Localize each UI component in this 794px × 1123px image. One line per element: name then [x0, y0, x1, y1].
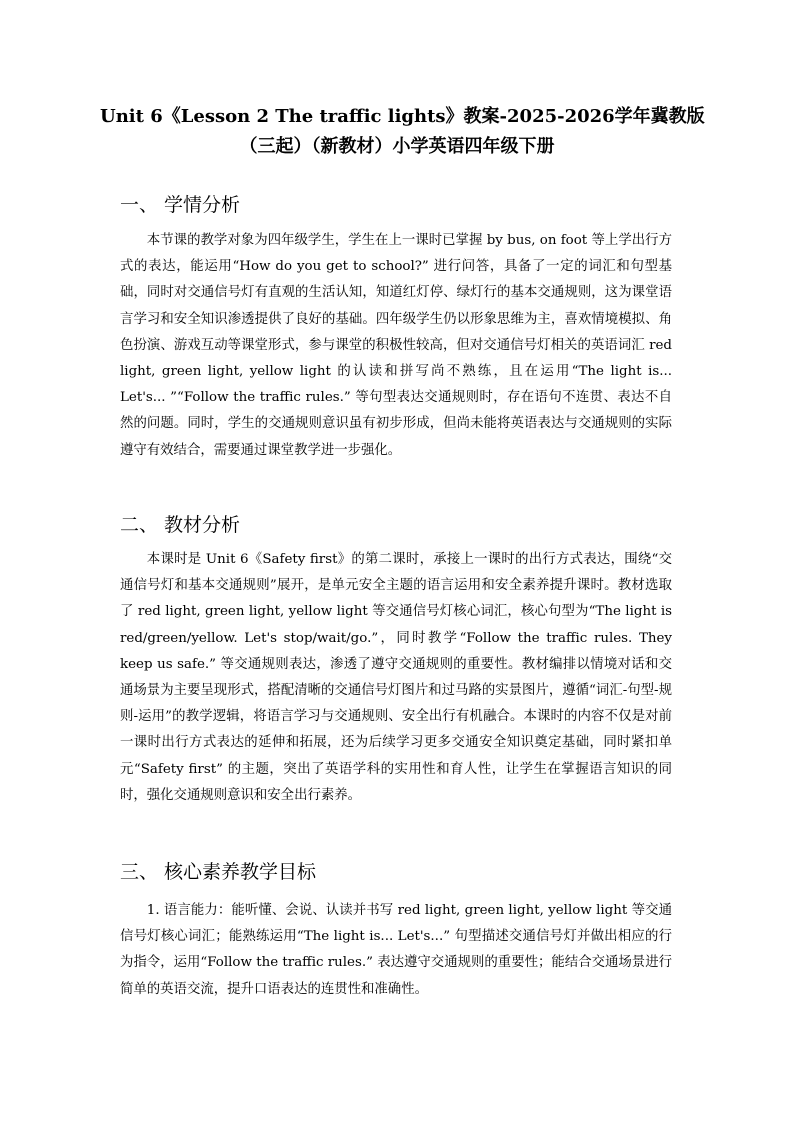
section-heading-teaching-objectives: 三、 核心素养教学目标 [120, 861, 317, 883]
section-heading-textbook-analysis: 二、 教材分析 [120, 514, 241, 536]
section-paragraph-teaching-objectives: 1. 语言能力：能听懂、会说、认读并书写 red light, green light, yellow light 等交通信号灯核心词汇；能熟练运用“The light is... Let's...” 句型描述交通信号灯并做出相应的行为指令，运用“Follow the traffic rules.” 表达遵守交通规则的重要性；能结合交通场景进行简单的英语交流，提升口语表达的连贯性和准确性。 [120, 903, 672, 997]
section-heading-learner-analysis: 一、 学情分析 [120, 194, 241, 216]
document-title-line-1: Unit 6《Lesson 2 The traffic lights》教案-2025-2026学年冀教版 [100, 106, 705, 127]
section-paragraph-learner-analysis: 本节课的教学对象为四年级学生，学生在上一课时已掌握 by bus, on foot 等上学出行方式的表达，能运用“How do you get to school?” 进行问答，具备了一定的词汇和句型基础，同时对交通信号灯有直观的生活认知，知道红灯停、绿灯行的基本交通规则，这为课堂语言学习和安全知识渗透提供了良好的基础。四年级学生仍以形象思维为主，喜欢情境模拟、角色扮演、游戏互动等课堂形式，参与课堂的积极性较高，但对交通信号灯相关的英语词汇 red light, green light, yellow light 的认读和拼写尚不熟练，且在运用“The light is... Let's... ”“Follow the traffic rules.” 等句型表达交通规则时，存在语句不连贯、表达不自然的问题。同时，学生的交通规则意识虽有初步形成，但尚未能将英语表达与交通规则的实际遵守有效结合，需要通过课堂教学进一步强化。 [120, 233, 672, 458]
section-paragraph-textbook-analysis: 本课时是 Unit 6《Safety first》的第二课时，承接上一课时的出行方式表达，围绕“交通信号灯和基本交通规则”展开，是单元安全主题的语言运用和安全素养提升课时。教材选取了 red light, green light, yellow light 等交通信号灯核心词汇，核心句型为“The light is red/green/yellow. Let's stop/wait/go.”，同时教学“Follow the traffic rules. They keep us safe.” 等交通规则表达，渗透了遵守交通规则的重要性。教材编排以情境对话和交通场景为主要呈现形式，搭配清晰的交通信号灯图片和过马路的实景图片，遵循“词汇-句型-规则-运用”的教学逻辑，将语言学习与交通规则、安全出行有机融合。本课时的内容不仅是对前一课时出行方式表达的延伸和拓展，还为后续学习更多交通安全知识奠定基础，同时紧扣单元“Safety first” 的主题，突出了英语学科的实用性和育人性，让学生在掌握语言知识的同时，强化交通规则意识和安全出行素养。 [120, 552, 672, 803]
document-title-line-2: （三起）（新教材）小学英语四年级下册 [239, 136, 555, 157]
